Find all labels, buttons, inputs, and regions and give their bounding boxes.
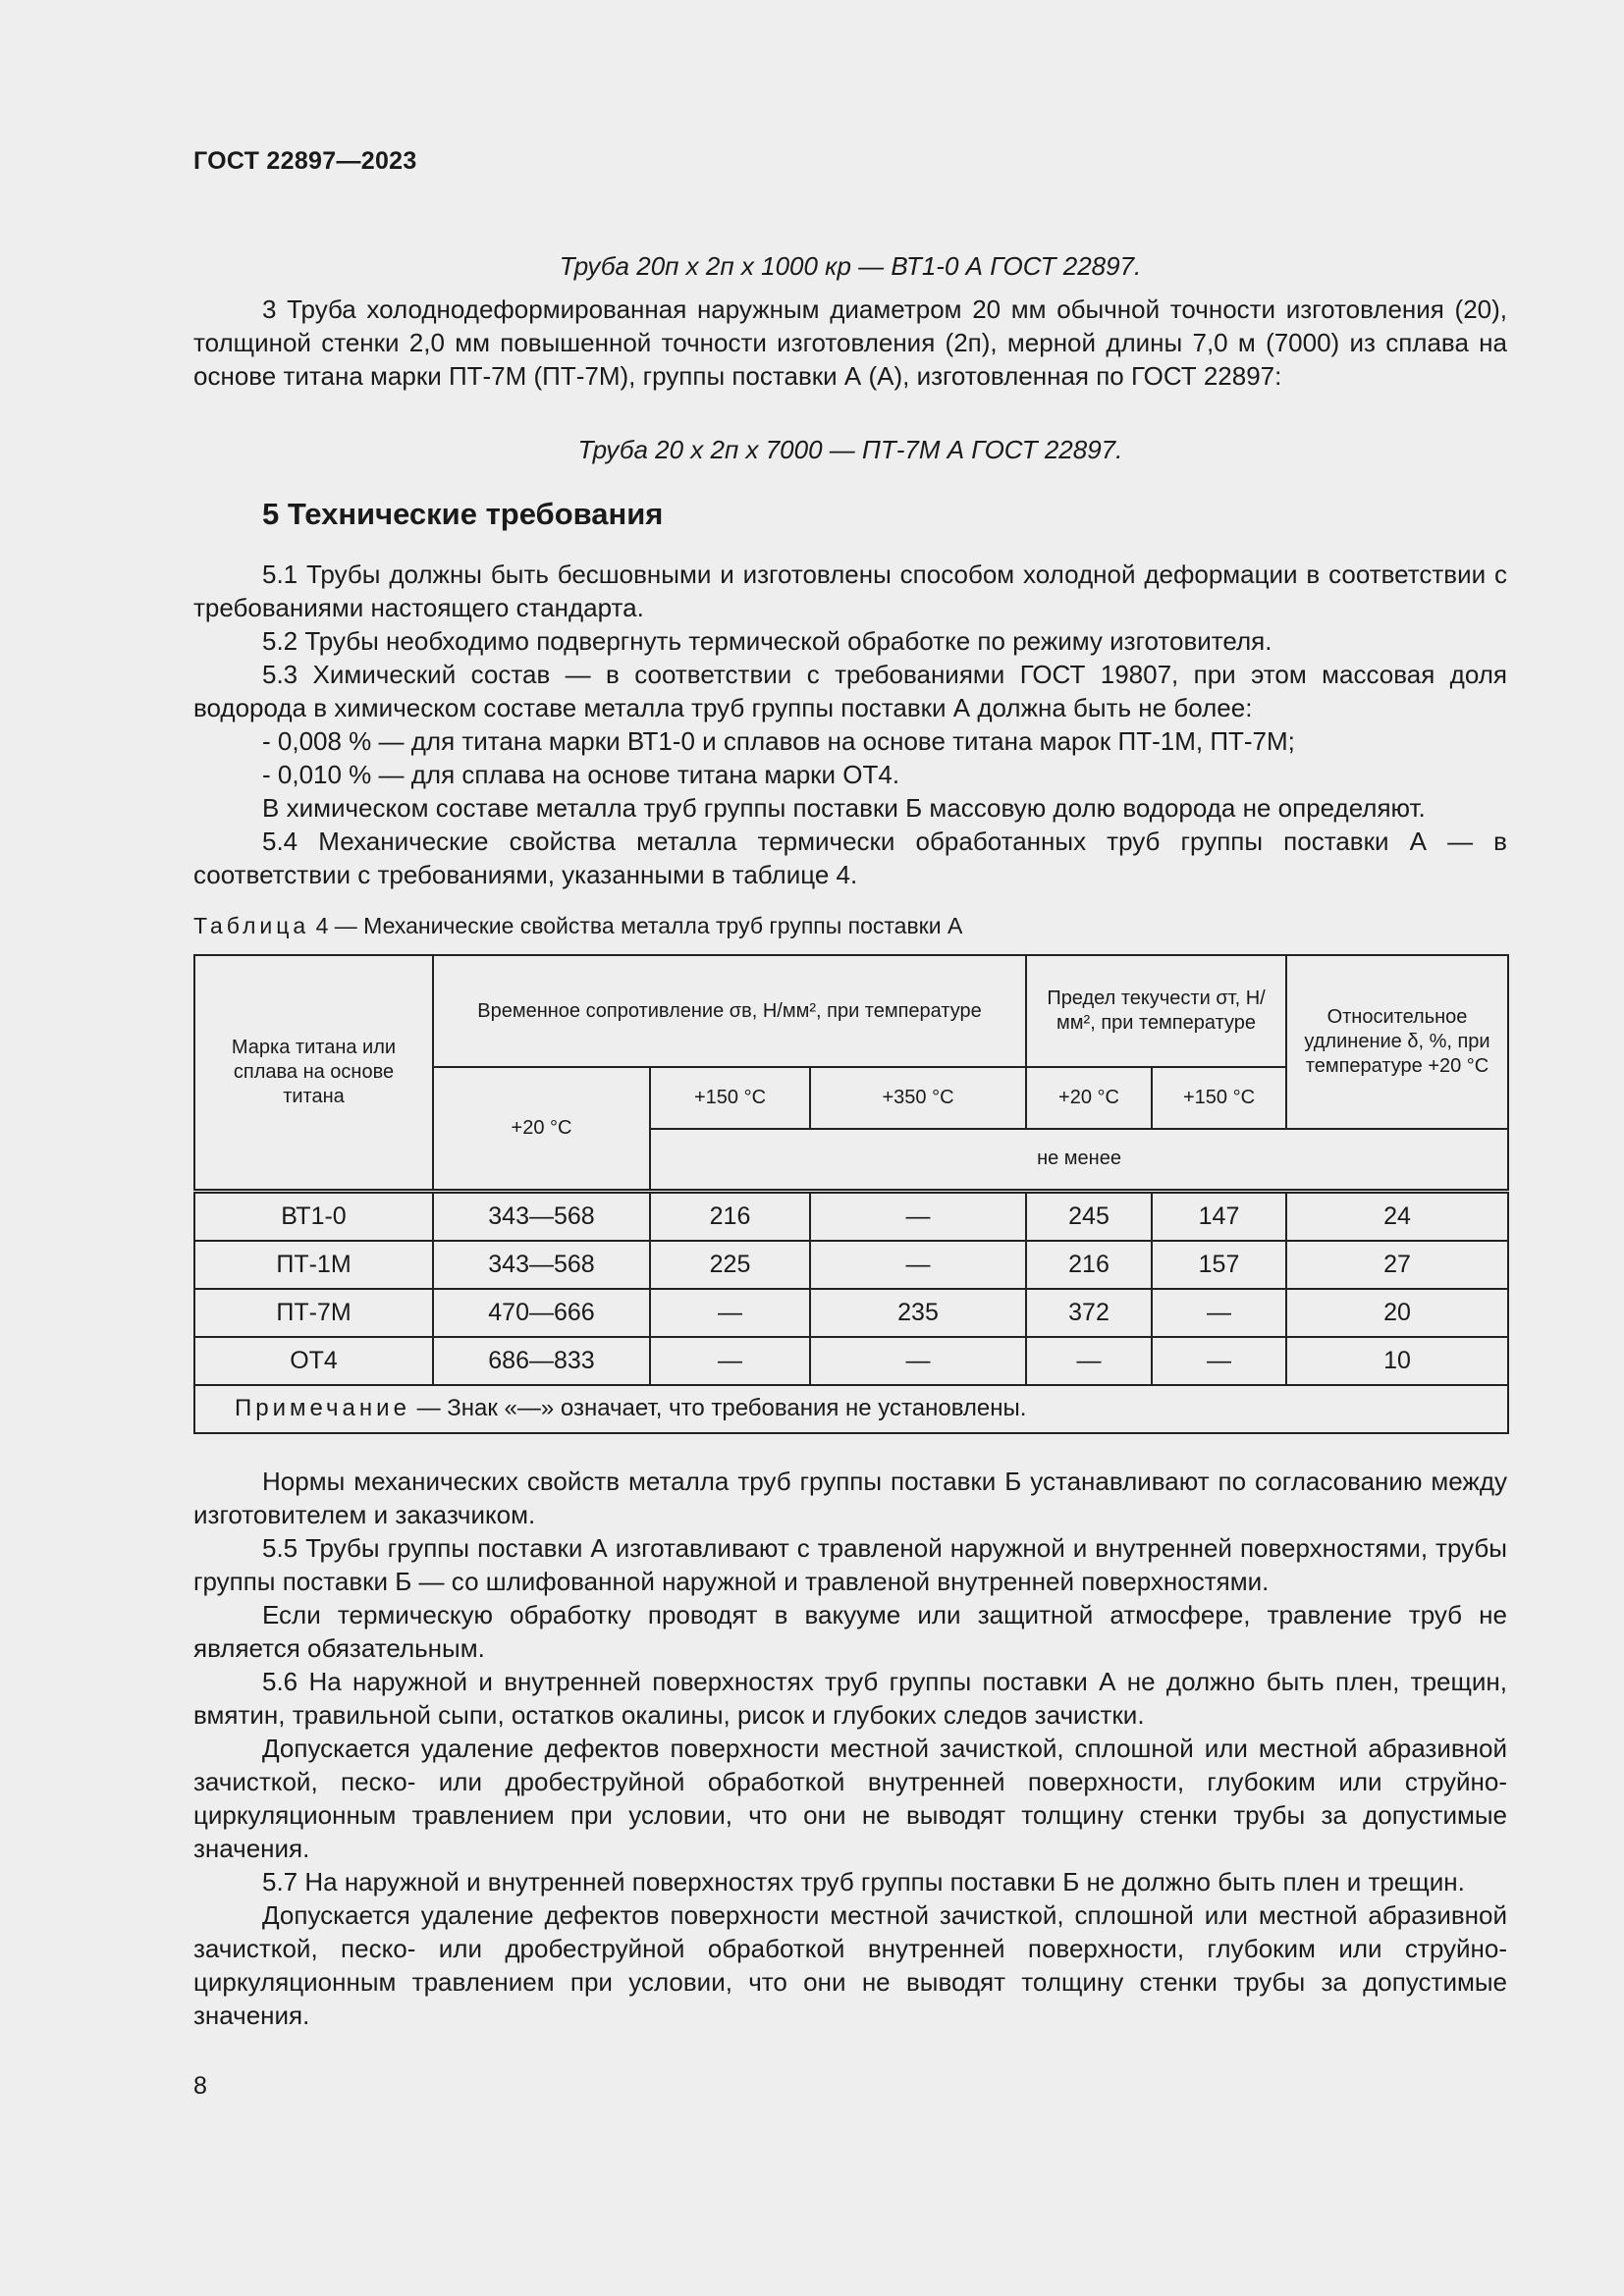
- section-5-body: [193, 558, 1507, 891]
- header-y20: +20 °С: [1026, 1067, 1152, 1129]
- example-2-formula: Труба 20п x 2п x 1000 кр — ВТ1-0 А ГОСТ 22897.: [559, 251, 1142, 281]
- header-min: не менее: [650, 1129, 1508, 1191]
- para-5-3: 5.3 Химический состав — в соответствии с требованиями ГОСТ 19807, при этом массовая доля водорода в химическом составе металла труб группы поставки А должна быть не более:: [193, 660, 1507, 722]
- para-5-3-item-2: - 0,010 % — для сплава на основе титана марки ОТ4.: [262, 760, 900, 789]
- para-5-5: 5.5 Трубы группы поставки А изготавливают с травленой наружной и внутренней поверхностями, трубы группы поставки Б — со шлифованной наружной и травленой внутренней поверхностями.: [193, 1533, 1507, 1596]
- note-text: — Знак «—» означает, что требования не установлены.: [409, 1395, 1027, 1421]
- table-row: ОТ4 686—833 — — — — 10: [194, 1337, 1508, 1385]
- para-group-b-norms: Нормы механических свойств металла труб группы поставки Б устанавливают по согласованию между изготовителем и заказчиком.: [193, 1467, 1507, 1529]
- para-5-6: 5.6 На наружной и внутренней поверхностях труб группы поставки А не должно быть плен, трещин, вмятин, травильной сыпи, остатков окалины, рисок и глубоких следов зачистки.: [193, 1667, 1507, 1730]
- para-5-2: 5.2 Трубы необходимо подвергнуть термической обработке по режиму изготовителя.: [262, 626, 1272, 656]
- header-elongation: Относительное удлинение δ, %, при температуре +20 °С: [1286, 955, 1508, 1129]
- header-grade: Марка титана или сплава на основе титана: [194, 955, 433, 1191]
- example-3-text: 3 Труба холоднодеформированная наружным диаметром 20 мм обычной точности изготовления (20), толщиной стенки 2,0 мм повышенной точности изготовления (2п), мерной длины 7,0 м (7000) из сплава на основе титана марки ПТ-7М (ПТ-7М), группы поставки А (А), изготовленная по ГОСТ 22897:: [193, 294, 1507, 391]
- table-4-caption: Таблица 4 — Механические свойства металла труб группы поставки А: [193, 913, 963, 938]
- document-header: ГОСТ 22897—2023: [193, 147, 417, 175]
- page-number: 8: [193, 2072, 207, 2100]
- after-table-body: [193, 1465, 1507, 2032]
- table-4: [193, 954, 1507, 1434]
- para-5-7: 5.7 На наружной и внутренней поверхностях труб группы поставки Б не должно быть плен и трещин.: [262, 1867, 1465, 1896]
- table-row: ПТ-7М 470—666 — 235 372 — 20: [194, 1289, 1508, 1337]
- header-tensile: Временное сопротивление σв, Н/мм², при температуре: [433, 955, 1026, 1067]
- table-note-row: [194, 1385, 1508, 1433]
- para-5-5-b: Если термическую обработку проводят в вакууме или защитной атмосфере, травление труб не является обязательным.: [193, 1600, 1507, 1663]
- section-5-title: 5 Технические требования: [262, 497, 664, 531]
- para-5-1: 5.1 Трубы должны быть бесшовными и изготовлены способом холодной деформации в соответствии с требованиями настоящего стандарта.: [193, 560, 1507, 622]
- table-row: ВТ1-0 343—568 216 — 245 147 24: [194, 1191, 1508, 1241]
- para-5-4: 5.4 Механические свойства металла термически обработанных труб группы поставки А — в соответствии с требованиями, указанными в таблице 4.: [193, 827, 1507, 889]
- header-y150: +150 °С: [1152, 1067, 1286, 1129]
- header-t20: +20 °С: [433, 1067, 650, 1191]
- para-5-3-b: В химическом составе металла труб группы поставки Б массовую долю водорода не определяют.: [262, 793, 1426, 823]
- table-row: ПТ-1М 343—568 225 — 216 157 27: [194, 1241, 1508, 1289]
- para-5-3-item-1: - 0,008 % — для титана марки ВТ1-0 и сплавов на основе титана марок ПТ-1М, ПТ-7М;: [262, 726, 1295, 756]
- header-t150: +150 °С: [650, 1067, 810, 1129]
- example-3-formula: Труба 20 x 2п x 7000 — ПТ-7М А ГОСТ 22897.: [577, 435, 1123, 464]
- header-t350: +350 °С: [810, 1067, 1026, 1129]
- header-yield: Предел текучести σт, Н/мм², при температуре: [1026, 955, 1286, 1067]
- example-3: [193, 293, 1507, 393]
- para-5-7-b: Допускается удаление дефектов поверхности местной зачисткой, сплошной или местной абразивной зачисткой, песко- или дробеструйной обработкой внутренней поверхности, глубоким или струйно-циркуляционным травлением при условии, что они не выводят толщину стенки трубы за допустимые значения.: [193, 1900, 1507, 2030]
- para-5-6-b: Допускается удаление дефектов поверхности местной зачисткой, сплошной или местной абразивной зачисткой, песко- или дробеструйной обработкой внутренней поверхности, глубоким или струйно-циркуляционным травлением при условии, что они не выводят толщину стенки трубы за допустимые значения.: [193, 1734, 1507, 1863]
- note-label: Примечание: [235, 1395, 410, 1421]
